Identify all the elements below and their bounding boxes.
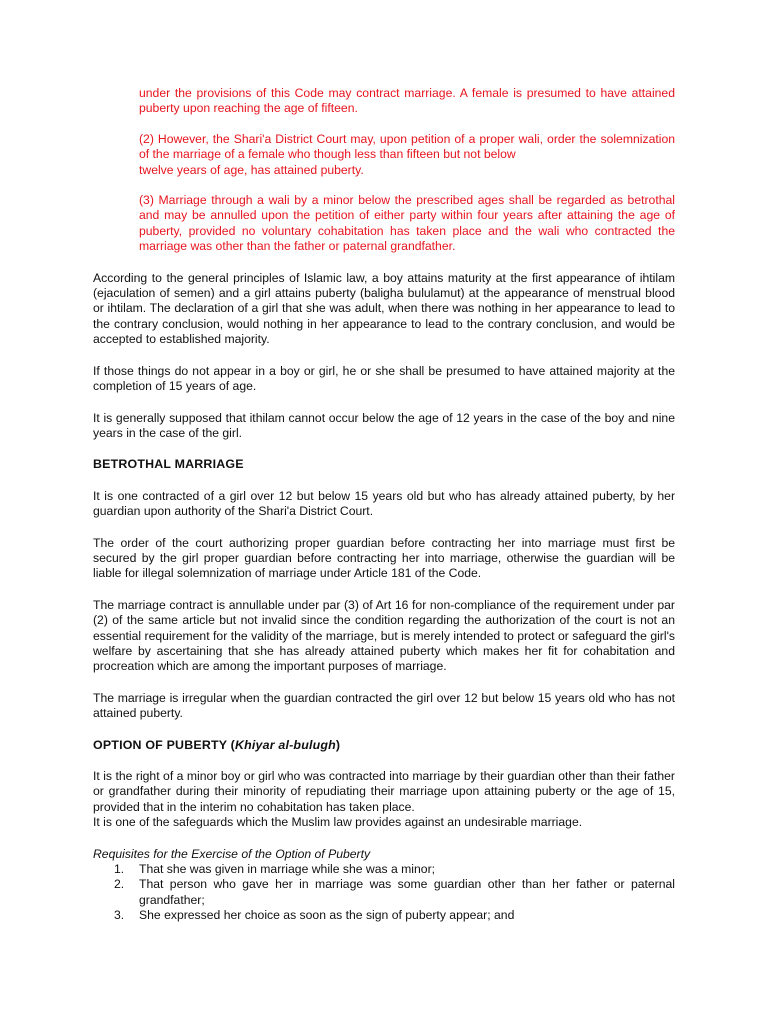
- list-number: 2.: [114, 877, 125, 892]
- list-text: That she was given in marriage while she was a minor;: [139, 862, 436, 877]
- document-page: [93, 86, 675, 924]
- heading-text: OPTION OF PUBERTY (: [93, 737, 235, 752]
- list-text: She expressed her choice as soon as the sign of puberty appear; and: [139, 908, 515, 923]
- list-number: 3.: [114, 908, 125, 923]
- betrothal-paragraph-1: It is one contracted of a girl over 12 but below 15 years old but who has already attained puberty, by her guardian upon authority of the Shari'a District Court.: [93, 488, 675, 519]
- quoted-provision-1: under the provisions of this Code may contract marriage. A female is presumed to have attained puberty upon reaching the age of fifteen.: [139, 86, 675, 116]
- heading-close: ): [335, 737, 341, 752]
- requisites-list: [93, 862, 675, 924]
- requisites-subheading: Requisites for the Exercise of the Option of Puberty: [93, 846, 371, 861]
- list-text: That person who gave her in marriage was some guardian other than her father or paternal grandfather;: [139, 877, 675, 907]
- body-paragraph-1: According to the general principles of Islamic law, a boy attains maturity at the first appearance of ihtilam (ejaculation of semen) and a girl attains puberty (baligha bululamut) at the appearance of menstrual blood or ihtilam. The declaration of a girl that she was adult, when there was nothing in her appearance to lead to the contrary conclusion, would nothing in her appearance to lead to the contrary conclusion, and would be accepted to established majority.: [93, 270, 675, 347]
- quoted-provision-3: (3) Marriage through a wali by a minor below the prescribed ages shall be regarded as betrothal and may be annulled upon the petition of either party within four years after attaining the age of puberty, provided no voluntary cohabitation has taken place and the wali who contracted the marriage was other than the father or paternal grandfather.: [139, 193, 675, 254]
- list-item: [114, 908, 675, 923]
- quoted-provision-2-cont: twelve years of age, has attained puberty.: [139, 162, 364, 177]
- list-item: [114, 877, 675, 908]
- heading-italic-term: Khiyar al-bulugh: [234, 737, 336, 752]
- betrothal-paragraph-2: The order of the court authorizing proper guardian before contracting her into marriage must first be secured by the girl proper guardian before contracting her into marriage, otherwise the guardian will be liable for illegal solemnization of marriage under Article 181 of the Code.: [93, 535, 675, 581]
- quoted-provision-2: (2) However, the Shari'a District Court may, upon petition of a proper wali, order the solemnization of the marriage of a female who though less than fifteen but not below: [139, 131, 675, 162]
- body-paragraph-3: It is generally supposed that ithilam cannot occur below the age of 12 years in the case of the boy and nine years in the case of the girl.: [93, 410, 675, 440]
- section-heading-betrothal: BETROTHAL MARRIAGE: [93, 457, 244, 472]
- list-item: [114, 862, 675, 877]
- list-number: 1.: [114, 862, 125, 877]
- betrothal-paragraph-4: The marriage is irregular when the guardian contracted the girl over 12 but below 15 years old who has not attained puberty.: [93, 690, 675, 721]
- body-paragraph-2: If those things do not appear in a boy or girl, he or she shall be presumed to have attained majority at the completion of 15 years of age.: [93, 363, 675, 394]
- betrothal-paragraph-3: The marriage contract is annullable under par (3) of Art 16 for non-compliance of the requirement under par (2) of the same article but not invalid since the condition regarding the authorization of the court is not an essential requirement for the validity of the marriage, but is merely intended to protect or safeguard the girl's welfare by ascertaining that she has already attained puberty which makes her fit for cohabitation and procreation which are among the important purposes of marriage.: [93, 597, 675, 674]
- option-paragraph-1: It is the right of a minor boy or girl who was contracted into marriage by their guardian other than their father or grandfather during their minority of repudiating their marriage upon attaining puberty or the age of 15, provided that in the interim no cohabitation has taken place.: [93, 769, 675, 814]
- option-paragraph-2: It is one of the safeguards which the Muslim law provides against an undesirable marriage.: [93, 815, 583, 830]
- section-heading-option-of-puberty: [93, 738, 675, 753]
